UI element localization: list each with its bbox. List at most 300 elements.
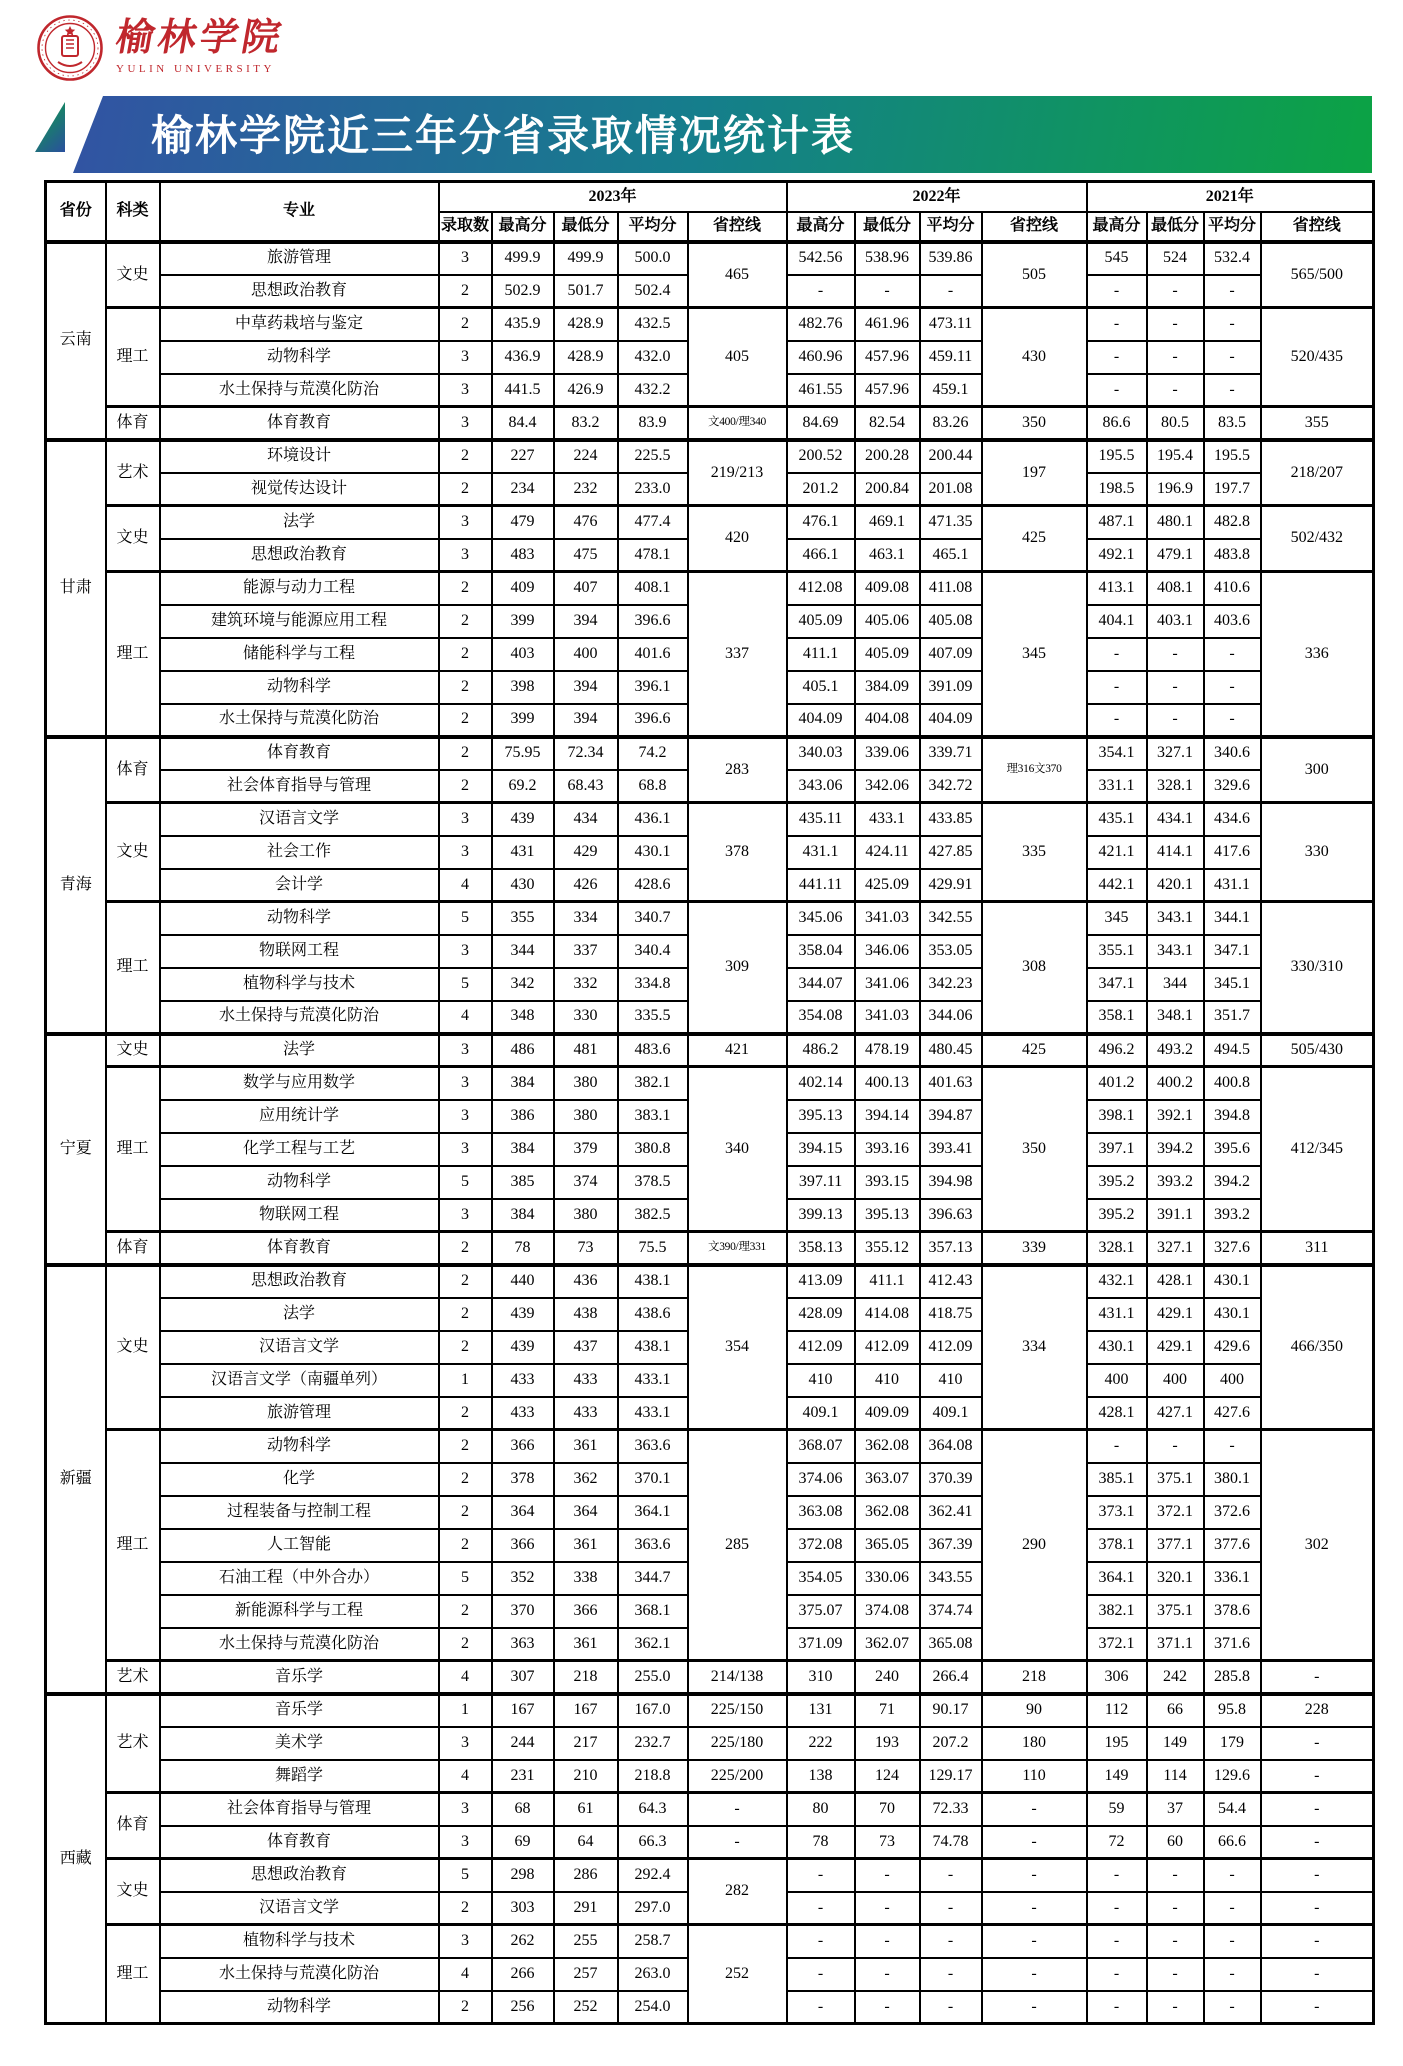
control-line-cell: 302 (1261, 1430, 1374, 1661)
score-cell: 434 (554, 803, 618, 836)
score-cell: 149 (1087, 1760, 1147, 1793)
score-cell: 383.1 (618, 1100, 688, 1133)
score-cell: 433 (554, 1364, 618, 1397)
col-header-avg-2022: 平均分 (920, 212, 982, 242)
score-cell: 353.05 (920, 935, 982, 968)
score-cell: - (855, 1991, 920, 2024)
admit-count-cell: 3 (439, 1067, 492, 1100)
score-cell: 72 (1087, 1826, 1147, 1859)
score-cell: 545 (1087, 242, 1147, 275)
score-cell: 195.4 (1147, 440, 1204, 473)
score-cell: 400 (1147, 1364, 1204, 1397)
score-cell: 428.1 (1147, 1265, 1204, 1298)
major-cell: 动物科学 (160, 341, 439, 374)
score-cell: 342.55 (920, 902, 982, 935)
major-cell: 植物科学与技术 (160, 968, 439, 1001)
admit-count-cell: 3 (439, 1133, 492, 1166)
score-cell: 499.9 (554, 242, 618, 275)
score-cell: 428.09 (787, 1298, 855, 1331)
score-cell: 218 (554, 1661, 618, 1694)
score-cell: 74.2 (618, 737, 688, 770)
table-row (46, 407, 1374, 440)
admit-count-cell: 3 (439, 1034, 492, 1067)
score-cell: 371.09 (787, 1628, 855, 1661)
score-cell: 343.55 (920, 1562, 982, 1595)
score-cell: 66.3 (618, 1826, 688, 1859)
province-cell: 西藏 (46, 1694, 106, 2024)
score-cell: 60 (1147, 1826, 1204, 1859)
major-cell: 动物科学 (160, 1991, 439, 2024)
col-header-min-2022: 最低分 (855, 212, 920, 242)
admit-count-cell: 5 (439, 968, 492, 1001)
score-cell: 75.5 (618, 1232, 688, 1265)
score-cell: - (1147, 704, 1204, 737)
control-line-cell: 90 (982, 1694, 1087, 1727)
score-cell: 435.9 (492, 308, 554, 341)
score-cell: 430.1 (1204, 1265, 1261, 1298)
score-cell: 380.8 (618, 1133, 688, 1166)
score-cell: 363.08 (787, 1496, 855, 1529)
control-line-cell: - (982, 1859, 1087, 1892)
score-cell: 201.08 (920, 473, 982, 506)
province-cell: 甘肃 (46, 440, 106, 737)
score-cell: 394.14 (855, 1100, 920, 1133)
col-header-province: 省份 (46, 182, 106, 242)
table-row (46, 242, 1374, 275)
score-cell: 396.6 (618, 605, 688, 638)
score-cell: 358.04 (787, 935, 855, 968)
score-cell: 433 (492, 1397, 554, 1430)
score-cell: - (1087, 374, 1147, 407)
score-cell: 429.1 (1147, 1331, 1204, 1364)
admit-count-cell: 4 (439, 1661, 492, 1694)
score-cell: 345.06 (787, 902, 855, 935)
score-cell: 380 (554, 1100, 618, 1133)
admit-count-cell: 5 (439, 1859, 492, 1892)
control-line-cell: 330/310 (1261, 902, 1374, 1034)
score-cell: 90.17 (920, 1694, 982, 1727)
score-cell: 403 (492, 638, 554, 671)
score-cell: 487.1 (1087, 506, 1147, 539)
score-cell: 395.2 (1087, 1166, 1147, 1199)
control-line-cell: 225/150 (688, 1694, 787, 1727)
score-cell: 362.41 (920, 1496, 982, 1529)
control-line-cell: 505/430 (1261, 1034, 1374, 1067)
score-cell: - (787, 1991, 855, 2024)
score-cell: 339.71 (920, 737, 982, 770)
major-cell: 建筑环境与能源应用工程 (160, 605, 439, 638)
category-cell: 文史 (106, 242, 160, 308)
score-cell: 343.06 (787, 770, 855, 803)
control-line-cell: 337 (688, 572, 787, 737)
control-line-cell: 110 (982, 1760, 1087, 1793)
score-cell: 255 (554, 1925, 618, 1958)
score-cell: - (1204, 1859, 1261, 1892)
score-cell: 72.34 (554, 737, 618, 770)
admit-count-cell: 5 (439, 902, 492, 935)
score-cell: - (1147, 275, 1204, 308)
control-line-cell: 330 (1261, 803, 1374, 902)
major-cell: 化学 (160, 1463, 439, 1496)
score-cell: 492.1 (1087, 539, 1147, 572)
score-cell: 362.1 (618, 1628, 688, 1661)
admit-count-cell: 2 (439, 473, 492, 506)
score-cell: 362.08 (855, 1430, 920, 1463)
score-cell: 410.6 (1204, 572, 1261, 605)
admit-count-cell: 4 (439, 1760, 492, 1793)
control-line-cell: - (1261, 1760, 1374, 1793)
score-cell: - (1204, 275, 1261, 308)
col-header-category: 科类 (106, 182, 160, 242)
score-cell: 80.5 (1147, 407, 1204, 440)
score-cell: 407.09 (920, 638, 982, 671)
score-cell: 332 (554, 968, 618, 1001)
score-cell: 433 (492, 1364, 554, 1397)
col-header-avg-2021: 平均分 (1204, 212, 1261, 242)
score-cell: 397.11 (787, 1166, 855, 1199)
score-cell: 393.2 (1204, 1199, 1261, 1232)
control-line-cell: - (1261, 1892, 1374, 1925)
score-cell: 374.06 (787, 1463, 855, 1496)
score-cell: 372.6 (1204, 1496, 1261, 1529)
major-cell: 数学与应用数学 (160, 1067, 439, 1100)
score-cell: 200.28 (855, 440, 920, 473)
score-cell: 401.2 (1087, 1067, 1147, 1100)
score-cell: - (920, 1991, 982, 2024)
category-cell: 文史 (106, 1034, 160, 1067)
score-cell: 252 (554, 1991, 618, 2024)
score-cell: 354.08 (787, 1001, 855, 1034)
major-cell: 汉语言文学（南疆单列） (160, 1364, 439, 1397)
admit-count-cell: 2 (439, 275, 492, 308)
score-cell: 410 (787, 1364, 855, 1397)
score-cell: 441.11 (787, 869, 855, 902)
table-row (46, 572, 1374, 605)
table-row (46, 506, 1374, 539)
score-cell: - (787, 1859, 855, 1892)
score-cell: 420.1 (1147, 869, 1204, 902)
admit-count-cell: 4 (439, 1001, 492, 1034)
major-cell: 动物科学 (160, 1166, 439, 1199)
score-cell: 64 (554, 1826, 618, 1859)
score-cell: 428.9 (554, 308, 618, 341)
admit-count-cell: 2 (439, 1430, 492, 1463)
control-line-cell: - (1261, 1661, 1374, 1694)
score-cell: 400 (554, 638, 618, 671)
admit-count-cell: 2 (439, 308, 492, 341)
major-cell: 石油工程（中外合办） (160, 1562, 439, 1595)
score-cell: 341.03 (855, 1001, 920, 1034)
category-cell: 理工 (106, 572, 160, 737)
score-cell: 328.1 (1087, 1232, 1147, 1265)
score-cell: - (1087, 1991, 1147, 2024)
score-cell: 68 (492, 1793, 554, 1826)
score-cell: 310 (787, 1661, 855, 1694)
university-name-zh: 榆林学院 (112, 17, 288, 59)
major-cell: 水土保持与荒漠化防治 (160, 1958, 439, 1991)
score-cell: 379 (554, 1133, 618, 1166)
score-cell: 426.9 (554, 374, 618, 407)
score-cell: - (1147, 1859, 1204, 1892)
score-cell: 83.9 (618, 407, 688, 440)
table-row (46, 737, 1374, 770)
major-cell: 水土保持与荒漠化防治 (160, 704, 439, 737)
major-cell: 动物科学 (160, 902, 439, 935)
control-line-cell: 文400/理340 (688, 407, 787, 440)
score-cell: 61 (554, 1793, 618, 1826)
control-line-cell: - (982, 1892, 1087, 1925)
admit-count-cell: 3 (439, 935, 492, 968)
score-cell: 340.4 (618, 935, 688, 968)
score-cell: 386 (492, 1100, 554, 1133)
score-cell: 411.08 (920, 572, 982, 605)
score-cell: 341.06 (855, 968, 920, 1001)
major-cell: 水土保持与荒漠化防治 (160, 1001, 439, 1034)
control-line-cell: - (1261, 1859, 1374, 1892)
score-cell: 362.07 (855, 1628, 920, 1661)
col-header-max-2023: 最高分 (492, 212, 554, 242)
major-cell: 水土保持与荒漠化防治 (160, 1628, 439, 1661)
score-cell: 417.6 (1204, 836, 1261, 869)
score-cell: 403.6 (1204, 605, 1261, 638)
score-cell: 434.1 (1147, 803, 1204, 836)
score-cell: 425.09 (855, 869, 920, 902)
score-cell: 195.5 (1087, 440, 1147, 473)
score-cell: 439 (492, 803, 554, 836)
score-cell: 75.95 (492, 737, 554, 770)
score-cell: 69 (492, 1826, 554, 1859)
score-cell: 428.1 (1087, 1397, 1147, 1430)
major-cell: 思想政治教育 (160, 539, 439, 572)
col-header-2021: 2021年 (1087, 182, 1374, 212)
control-line-cell: 218 (982, 1661, 1087, 1694)
score-cell: 391.1 (1147, 1199, 1204, 1232)
score-cell: 480.45 (920, 1034, 982, 1067)
score-cell: 382.1 (1087, 1595, 1147, 1628)
score-cell: 72.33 (920, 1793, 982, 1826)
score-cell: 149 (1147, 1727, 1204, 1760)
score-cell: 340.03 (787, 737, 855, 770)
university-seal-icon (36, 14, 104, 82)
score-cell: - (855, 1859, 920, 1892)
score-cell: 167 (492, 1694, 554, 1727)
score-cell: 396.6 (618, 704, 688, 737)
admit-count-cell: 2 (439, 572, 492, 605)
category-cell: 文史 (106, 1265, 160, 1430)
score-cell: 195.5 (1204, 440, 1261, 473)
score-cell: 297.0 (618, 1892, 688, 1925)
score-cell: 372.1 (1147, 1496, 1204, 1529)
score-cell: 263.0 (618, 1958, 688, 1991)
score-cell: 481 (554, 1034, 618, 1067)
major-cell: 能源与动力工程 (160, 572, 439, 605)
score-cell: 354.05 (787, 1562, 855, 1595)
admission-statistics-table (44, 180, 1375, 2025)
table-row (46, 1859, 1374, 1892)
province-cell: 云南 (46, 242, 106, 440)
score-cell: 347.1 (1204, 935, 1261, 968)
admit-count-cell: 5 (439, 1166, 492, 1199)
score-cell: 364 (492, 1496, 554, 1529)
score-cell: 341.03 (855, 902, 920, 935)
category-cell: 理工 (106, 902, 160, 1034)
score-cell: 232.7 (618, 1727, 688, 1760)
score-cell: 227 (492, 440, 554, 473)
score-cell: 395.2 (1087, 1199, 1147, 1232)
admit-count-cell: 2 (439, 1265, 492, 1298)
col-header-max-2022: 最高分 (787, 212, 855, 242)
score-cell: 394.8 (1204, 1100, 1261, 1133)
score-cell: 367.39 (920, 1529, 982, 1562)
control-line-cell: 228 (1261, 1694, 1374, 1727)
admit-count-cell: 3 (439, 341, 492, 374)
score-cell: 303 (492, 1892, 554, 1925)
table-row (46, 1265, 1374, 1298)
score-cell: 410 (855, 1364, 920, 1397)
score-cell: 435.11 (787, 803, 855, 836)
score-cell: 385 (492, 1166, 554, 1199)
score-cell: 361 (554, 1430, 618, 1463)
control-line-cell: 文390/理331 (688, 1232, 787, 1265)
score-cell: 342 (492, 968, 554, 1001)
control-line-cell: 285 (688, 1430, 787, 1661)
score-cell: 408.1 (618, 572, 688, 605)
table-row (46, 1727, 1374, 1760)
major-cell: 思想政治教育 (160, 275, 439, 308)
table-row (46, 440, 1374, 473)
score-cell: - (1147, 341, 1204, 374)
score-cell: 478.1 (618, 539, 688, 572)
major-cell: 物联网工程 (160, 1199, 439, 1232)
admit-count-cell: 3 (439, 506, 492, 539)
major-cell: 环境设计 (160, 440, 439, 473)
score-cell: 400.8 (1204, 1067, 1261, 1100)
category-cell: 理工 (106, 1925, 160, 2024)
control-line-cell: - (688, 1826, 787, 1859)
score-cell: - (1147, 1958, 1204, 1991)
admit-count-cell: 2 (439, 770, 492, 803)
major-cell: 水土保持与荒漠化防治 (160, 374, 439, 407)
score-cell: 385.1 (1087, 1463, 1147, 1496)
score-cell: 400 (1087, 1364, 1147, 1397)
control-line-cell: 336 (1261, 572, 1374, 737)
score-cell: 412.09 (855, 1331, 920, 1364)
score-cell: 397.1 (1087, 1133, 1147, 1166)
admit-count-cell: 1 (439, 1694, 492, 1727)
score-cell: 409.08 (855, 572, 920, 605)
major-cell: 体育教育 (160, 407, 439, 440)
score-cell: 334 (554, 902, 618, 935)
score-cell: - (855, 1892, 920, 1925)
control-line-cell: - (1261, 1958, 1374, 1991)
score-cell: 83.5 (1204, 407, 1261, 440)
score-cell: 393.16 (855, 1133, 920, 1166)
score-cell: 436.9 (492, 341, 554, 374)
score-cell: 78 (787, 1826, 855, 1859)
score-cell: 298 (492, 1859, 554, 1892)
score-cell: 432.5 (618, 308, 688, 341)
score-cell: - (1147, 1430, 1204, 1463)
score-cell: 465.1 (920, 539, 982, 572)
score-cell: 424.11 (855, 836, 920, 869)
score-cell: 457.96 (855, 341, 920, 374)
score-cell: 430.1 (618, 836, 688, 869)
score-cell: 433.1 (618, 1397, 688, 1430)
control-line-cell: - (982, 1925, 1087, 1958)
score-cell: 404.1 (1087, 605, 1147, 638)
score-cell: 257 (554, 1958, 618, 1991)
score-cell: 306 (1087, 1661, 1147, 1694)
control-line-cell: - (1261, 1727, 1374, 1760)
score-cell: 218.8 (618, 1760, 688, 1793)
score-cell: 307 (492, 1661, 554, 1694)
major-cell: 思想政治教育 (160, 1265, 439, 1298)
score-cell: 461.55 (787, 374, 855, 407)
score-cell: 405.1 (787, 671, 855, 704)
score-cell: 357.13 (920, 1232, 982, 1265)
score-cell: 361 (554, 1628, 618, 1661)
page-title: 榆林学院近三年分省录取情况统计表 (151, 112, 856, 159)
table-row (46, 803, 1374, 836)
score-cell: 124 (855, 1760, 920, 1793)
major-cell: 过程装备与控制工程 (160, 1496, 439, 1529)
col-header-major: 专业 (160, 182, 439, 242)
admit-count-cell: 3 (439, 836, 492, 869)
score-cell: 378.1 (1087, 1529, 1147, 1562)
score-cell: 210 (554, 1760, 618, 1793)
score-cell: 335.5 (618, 1001, 688, 1034)
score-cell: 399.13 (787, 1199, 855, 1232)
admit-count-cell: 3 (439, 242, 492, 275)
col-header-min-2021: 最低分 (1147, 212, 1204, 242)
score-cell: 404.09 (920, 704, 982, 737)
score-cell: 366 (492, 1529, 554, 1562)
score-cell: - (1147, 671, 1204, 704)
control-line-cell: 339 (982, 1232, 1087, 1265)
score-cell: 441.5 (492, 374, 554, 407)
col-header-2023: 2023年 (439, 182, 787, 212)
score-cell: 266 (492, 1958, 554, 1991)
score-cell: - (920, 1958, 982, 1991)
admit-count-cell: 3 (439, 1100, 492, 1133)
score-cell: 395.6 (1204, 1133, 1261, 1166)
major-cell: 社会体育指导与管理 (160, 1793, 439, 1826)
score-cell: 114 (1147, 1760, 1204, 1793)
major-cell: 汉语言文学 (160, 1331, 439, 1364)
score-cell: 393.15 (855, 1166, 920, 1199)
admit-count-cell: 4 (439, 1958, 492, 1991)
score-cell: 428.9 (554, 341, 618, 374)
score-cell: 486.2 (787, 1034, 855, 1067)
score-cell: 224 (554, 440, 618, 473)
score-cell: - (920, 1859, 982, 1892)
score-cell: 167.0 (618, 1694, 688, 1727)
score-cell: 222 (787, 1727, 855, 1760)
score-cell: 370.1 (618, 1463, 688, 1496)
score-cell: 429 (554, 836, 618, 869)
category-cell: 文史 (106, 803, 160, 902)
major-cell: 中草药栽培与鉴定 (160, 308, 439, 341)
control-line-cell: 502/432 (1261, 506, 1374, 572)
score-cell: 426 (554, 869, 618, 902)
control-line-cell: - (982, 1991, 1087, 2024)
control-line-cell: - (1261, 1991, 1374, 2024)
score-cell: 83.2 (554, 407, 618, 440)
major-cell: 思想政治教育 (160, 1859, 439, 1892)
control-line-cell: 565/500 (1261, 242, 1374, 308)
major-cell: 会计学 (160, 869, 439, 902)
score-cell: 266.4 (920, 1661, 982, 1694)
